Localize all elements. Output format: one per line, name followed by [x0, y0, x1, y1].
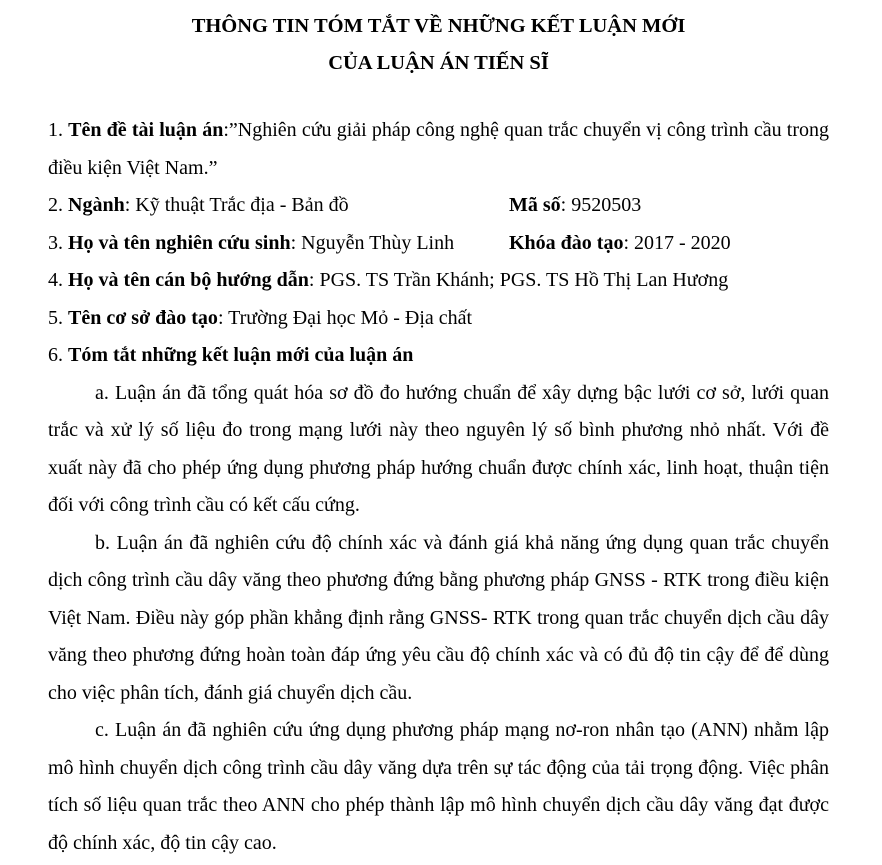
title-block [48, 8, 829, 82]
item-topic [48, 112, 829, 187]
item-major-code [509, 187, 641, 225]
item-student-course-label: Khóa đào tạo [509, 231, 624, 254]
document-page [48, 8, 829, 862]
item-major [48, 187, 829, 225]
item-major-value: : Kỹ thuật Trắc địa - Bản đồ [124, 194, 349, 216]
item-supervisors-value: : PGS. TS Trần Khánh; PGS. TS Hồ Thị Lan Hương [308, 269, 729, 291]
item-student-course-value: : 2017 - 2020 [623, 231, 731, 254]
item-student-course [509, 225, 731, 263]
item-institution-value: : Trường Đại học Mỏ - Địa chất [217, 306, 473, 329]
item-student-value: : Nguyễn Thùy Linh [290, 231, 455, 254]
item-topic-number: 1. [48, 119, 69, 141]
item-major-code-value: : 9520503 [560, 194, 642, 216]
item-student [48, 225, 829, 263]
item-supervisors-label: Họ và tên cán bộ hướng dẫn [68, 269, 309, 291]
item-institution-number: 5. [48, 306, 68, 329]
item-topic-label: Tên đề tài luận án [68, 119, 224, 141]
paragraph-c: c. Luận án đã nghiên cứu ứng dụng phương pháp mạng nơ-ron nhân tạo (ANN) nhằm lập mô hình chuyển dịch công trình cầu dây văng dựa trên sự tác động của tải trọng động. Việc phân tích số liệu quan trắc theo ANN cho phép thành lập mô hình chuyển dịch cầu dây văng đạt được độ chính xác, độ tin cậy cao. [48, 719, 829, 854]
item-summary-label: Tóm tắt những kết luận mới của luận án [68, 344, 414, 366]
item-institution-label: Tên cơ sở đào tạo [68, 306, 218, 329]
item-supervisors-number: 4. [48, 269, 68, 291]
item-topic-value: :”Nghiên cứu giải pháp công nghệ quan trắc chuyển vị công trình cầu trong điều kiện Việt Nam.” [48, 119, 829, 179]
item-summary-number: 6. [48, 344, 68, 366]
paragraph-b: b. Luận án đã nghiên cứu độ chính xác và đánh giá khả năng ứng dụng quan trắc chuyển dịch công trình cầu dây văng theo phương đứng bằng phương pháp GNSS - RTK trong điều kiện Việt Nam. Điều này góp phần khẳng định rằng GNSS- RTK trong quan trắc chuyển dịch cầu dây văng theo phương đứng hoàn toàn đáp ứng yêu cầu độ chính xác và có đủ độ tin cậy để để dùng cho việc phân tích, đánh giá chuyển dịch cầu. [48, 531, 829, 704]
item-student-label: Họ và tên nghiên cứu sinh [68, 231, 291, 254]
item-supervisors [48, 262, 829, 300]
paragraph-a: a. Luận án đã tổng quát hóa sơ đồ đo hướng chuẩn để xây dựng bậc lưới cơ sở, lưới quan trắc và xử lý số liệu đo trong mạng lưới này theo nguyên lý số bình phương nhỏ nhất. Với đề xuất này đã cho phép ứng dụng phương pháp hướng chuẩn được chính xác, linh hoạt, thuận tiện đối với công trình cầu có kết cấu cứng. [48, 381, 829, 516]
document-title-line-1: THÔNG TIN TÓM TẮT VỀ NHỮNG KẾT LUẬN MỚI [191, 15, 686, 37]
item-major-label: Ngành [68, 194, 125, 216]
item-major-number: 2. [48, 194, 68, 216]
item-student-number: 3. [48, 231, 68, 254]
item-major-code-label: Mã số [509, 194, 561, 216]
item-institution [48, 300, 829, 338]
document-title-line-2: CỦA LUẬN ÁN TIẾN SĨ [328, 52, 549, 74]
item-summary [48, 337, 829, 375]
